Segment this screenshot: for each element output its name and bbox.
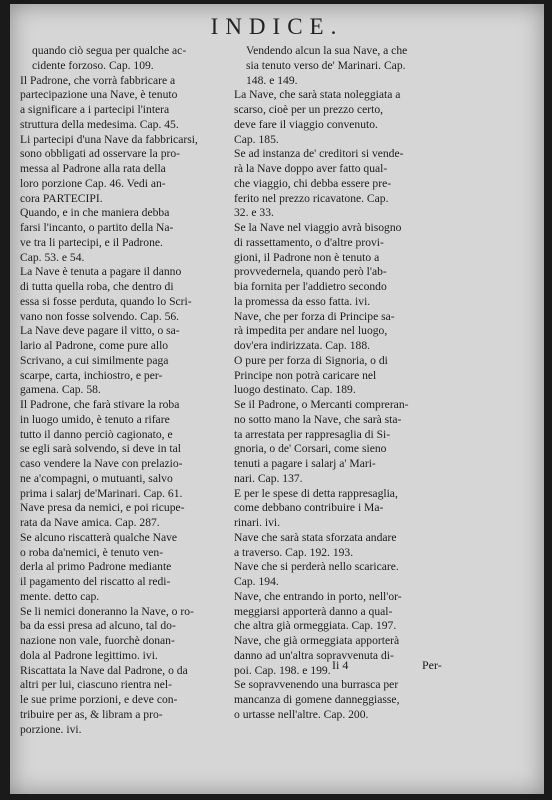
entry-line: La Nave è tenuta a pagare il danno [20, 265, 182, 279]
entry-line: quando ciò segua per qualche ac- [32, 44, 187, 57]
index-entry [20, 74, 232, 133]
entry-line: di rassettamento, o d'altre provi- [234, 235, 384, 249]
entry-line: O pure per forza di Signoria, o di [234, 353, 388, 367]
entry-line: il pagamento del riscatto al redi- [20, 575, 171, 588]
entry-line: gnoria, o de' Corsari, come sieno [234, 442, 387, 456]
index-entry [234, 487, 520, 531]
entry-line: Se alcuno riscatterà qualche Nave [20, 530, 178, 544]
catchword: Per- [422, 658, 442, 672]
entry-line: 148. e 149. [246, 73, 298, 87]
entry-line: vano non fosse solvendo. Cap. 56. [20, 309, 180, 323]
entry-line: gioni, il Padrone non è tenuto a [234, 250, 380, 264]
index-entry [20, 133, 232, 207]
entry-line: come debbano contribuire i Ma- [234, 501, 384, 515]
index-entry [20, 44, 232, 74]
entry-line: che altra già ormeggiata. Cap. 197. [234, 619, 397, 633]
entry-line: scarpe, carta, inchiostro, e per- [20, 368, 163, 382]
index-entry [20, 531, 232, 605]
entry-line: Cap. 53. e 54. [20, 250, 85, 264]
entry-line: Il Padrone, che vorrà fabbricare a [20, 73, 176, 87]
entry-line: derla al primo Padrone mediante [20, 560, 172, 574]
entry-line: o roba da'nemici, è tenuto ven- [20, 545, 164, 559]
entry-line: gamena. Cap. 58. [20, 383, 101, 397]
entry-line: tribuire per as, & libram a pro- [20, 707, 163, 721]
entry-line: di tutta quella roba, che dentro di [20, 280, 174, 293]
entry-line: meggiarsi apporterà danno a qual- [234, 604, 393, 618]
entry-line: Riscattata la Nave dal Padrone, o da [20, 663, 188, 677]
page-title: INDICE. [210, 14, 344, 39]
entry-line: E per le spese di detta rappresaglia, [234, 486, 398, 500]
index-entry [20, 398, 232, 501]
entry-line: Nave che sarà stata sforzata andare [234, 530, 397, 544]
entry-line: Se ad instanza de' creditori si vende- [234, 147, 404, 161]
entry-line: ba da essi presa ad alcuno, tal do- [20, 619, 176, 633]
entry-line: provvedernela, quando però l'ab- [234, 265, 387, 279]
index-entry [20, 501, 232, 531]
entry-line: a traverso. Cap. 192. 193. [234, 545, 354, 559]
entry-line: Nave, che per forza di Principe sa- [234, 309, 395, 323]
entry-line: mancanza di gomene danneggiasse, [234, 693, 400, 706]
entry-line: danno ad un'altra sopravvenuta di- [234, 648, 394, 662]
entry-line: poi. Cap. 198. e 199. [234, 663, 331, 677]
entry-line: le sue prime porzioni, e deve con- [20, 693, 178, 706]
index-entry [234, 88, 520, 147]
entry-line: Cap. 194. [234, 575, 279, 588]
entry-line: essa si fosse perduta, quando lo Scri- [20, 294, 192, 308]
index-column-left [20, 44, 232, 737]
entry-line: ta arrestata per rappresaglia di Si- [234, 427, 391, 441]
entry-line: tenuti a pagare i salarj a' Mari- [234, 457, 376, 470]
entry-line: sia tenuto verso de' Marinari. Cap. [246, 58, 406, 72]
entry-line: rà la Nave doppo aver fatto qual- [234, 162, 388, 175]
entry-line: Se sopravvenendo una burrasca per [234, 678, 399, 692]
entry-line: rinari. ivi. [234, 516, 281, 529]
index-entry [20, 664, 232, 738]
index-entry [234, 531, 520, 561]
entry-line: Il Padrone, che farà stivare la roba [20, 398, 180, 411]
index-entry [20, 605, 232, 664]
entry-line: struttura della medesima. Cap. 45. [20, 117, 179, 131]
entry-line: loro porzione Cap. 46. Vedi an- [20, 176, 166, 190]
entry-line: Principe non potrà caricare nel [234, 368, 377, 382]
entry-line: lario al Padrone, come pure allo [20, 339, 169, 352]
entry-line: Nave che si perderà nello scaricare. [234, 560, 399, 574]
entry-line: sono obbligati ad osservare la pro- [20, 147, 181, 161]
entry-line: dola al Padrone legittimo. ivi. [20, 648, 158, 662]
entry-line: Se la Nave nel viaggio avrà bisogno [234, 221, 402, 234]
entry-line: che viaggio, chi debba essere pre- [234, 176, 392, 190]
entry-line: Vendendo alcun la sua Nave, a che [246, 44, 408, 57]
signature-mark: Ii 4 [332, 658, 349, 672]
entry-line: luogo destinato. Cap. 189. [234, 383, 356, 397]
entry-line: se egli sarà solvendo, si deve in tal [20, 442, 181, 456]
index-entry [234, 398, 520, 487]
entry-line: deve fare il viaggio convenuto. [234, 117, 378, 131]
entry-line: la promessa da esso fatta. ivi. [234, 294, 371, 308]
entry-line: nari. Cap. 137. [234, 471, 303, 485]
entry-line: Se il Padrone, o Mercanti compreran- [234, 398, 409, 411]
entry-line: scarso, cioè per un prezzo certo, [234, 103, 384, 116]
entry-line: cidente forzoso. Cap. 109. [32, 58, 154, 72]
entry-line: messa al Padrone alla rata della [20, 162, 166, 175]
index-entry [234, 147, 520, 221]
index-entry [234, 44, 520, 88]
entry-line: Nave, che entrando in porto, nell'or- [234, 589, 402, 603]
entry-line: no sotto mano la Nave, che sarà sta- [234, 412, 402, 426]
entry-line: altri per lui, ciascuno rientra nel- [20, 678, 172, 692]
entry-line: Quando, e in che maniera debba [20, 206, 170, 220]
entry-line: rà impedita per andare nel luogo, [234, 324, 388, 338]
index-entry [20, 206, 232, 265]
entry-line: ve tra li partecipi, e il Padrone. [20, 235, 163, 249]
entry-line: Li partecipi d'una Nave da fabbricarsi, [20, 132, 198, 146]
entry-line: mente. detto cap. [20, 589, 100, 603]
entry-line: ne a'compagni, o mutuanti, salvo [20, 471, 173, 485]
index-entry [234, 590, 520, 634]
entry-line: porzione. ivi. [20, 722, 82, 736]
entry-line: Nave presa da nemici, e poi ricupe- [20, 501, 185, 515]
entry-line: La Nave deve pagare il vitto, o sa- [20, 324, 180, 338]
entry-line: dov'era indirizzata. Cap. 188. [234, 339, 371, 352]
index-entry [234, 310, 520, 354]
book-page [10, 4, 544, 794]
entry-line: bia fornita per l'addietro secondo [234, 280, 387, 293]
entry-line: La Nave, che sarà stata noleggiata a [234, 88, 401, 102]
index-column-right [234, 44, 520, 723]
entry-line: farsi l'incanto, o partito della Na- [20, 221, 174, 234]
entry-line: ferito nel prezzo ricavatone. Cap. [234, 191, 389, 205]
entry-line: tutto il danno perciò cagionato, e [20, 427, 173, 441]
entry-line: in luogo umido, è tenuto a rifare [20, 412, 170, 426]
entry-line: a significare a i partecipi l'intera [20, 103, 170, 116]
index-entry [20, 324, 232, 398]
entry-line: partecipazione una Nave, è tenuto [20, 88, 178, 102]
index-entry [234, 560, 520, 590]
index-entry [234, 678, 520, 722]
index-entry [20, 265, 232, 324]
entry-line: prima i salarj de'Marinari. Cap. 61. [20, 486, 183, 500]
entry-line: caso vendere la Nave con prelazio- [20, 457, 183, 470]
entry-line: o urtasse nell'altre. Cap. 200. [234, 707, 369, 721]
entry-line: nazione non vale, fuorchè donan- [20, 634, 175, 647]
entry-line: Se li nemici doneranno la Nave, o ro- [20, 604, 194, 618]
index-entry [234, 354, 520, 398]
entry-line: Nave, che già ormeggiata apporterà [234, 634, 400, 647]
index-entry [234, 221, 520, 310]
index-entry [234, 634, 520, 678]
entry-line: rata da Nave amica. Cap. 287. [20, 516, 160, 529]
entry-line: cora PARTECIPI. [20, 191, 103, 205]
entry-line: Cap. 185. [234, 132, 279, 146]
entry-line: Scrivano, a cui similmente paga [20, 353, 169, 367]
entry-line: 32. e 33. [234, 206, 274, 220]
